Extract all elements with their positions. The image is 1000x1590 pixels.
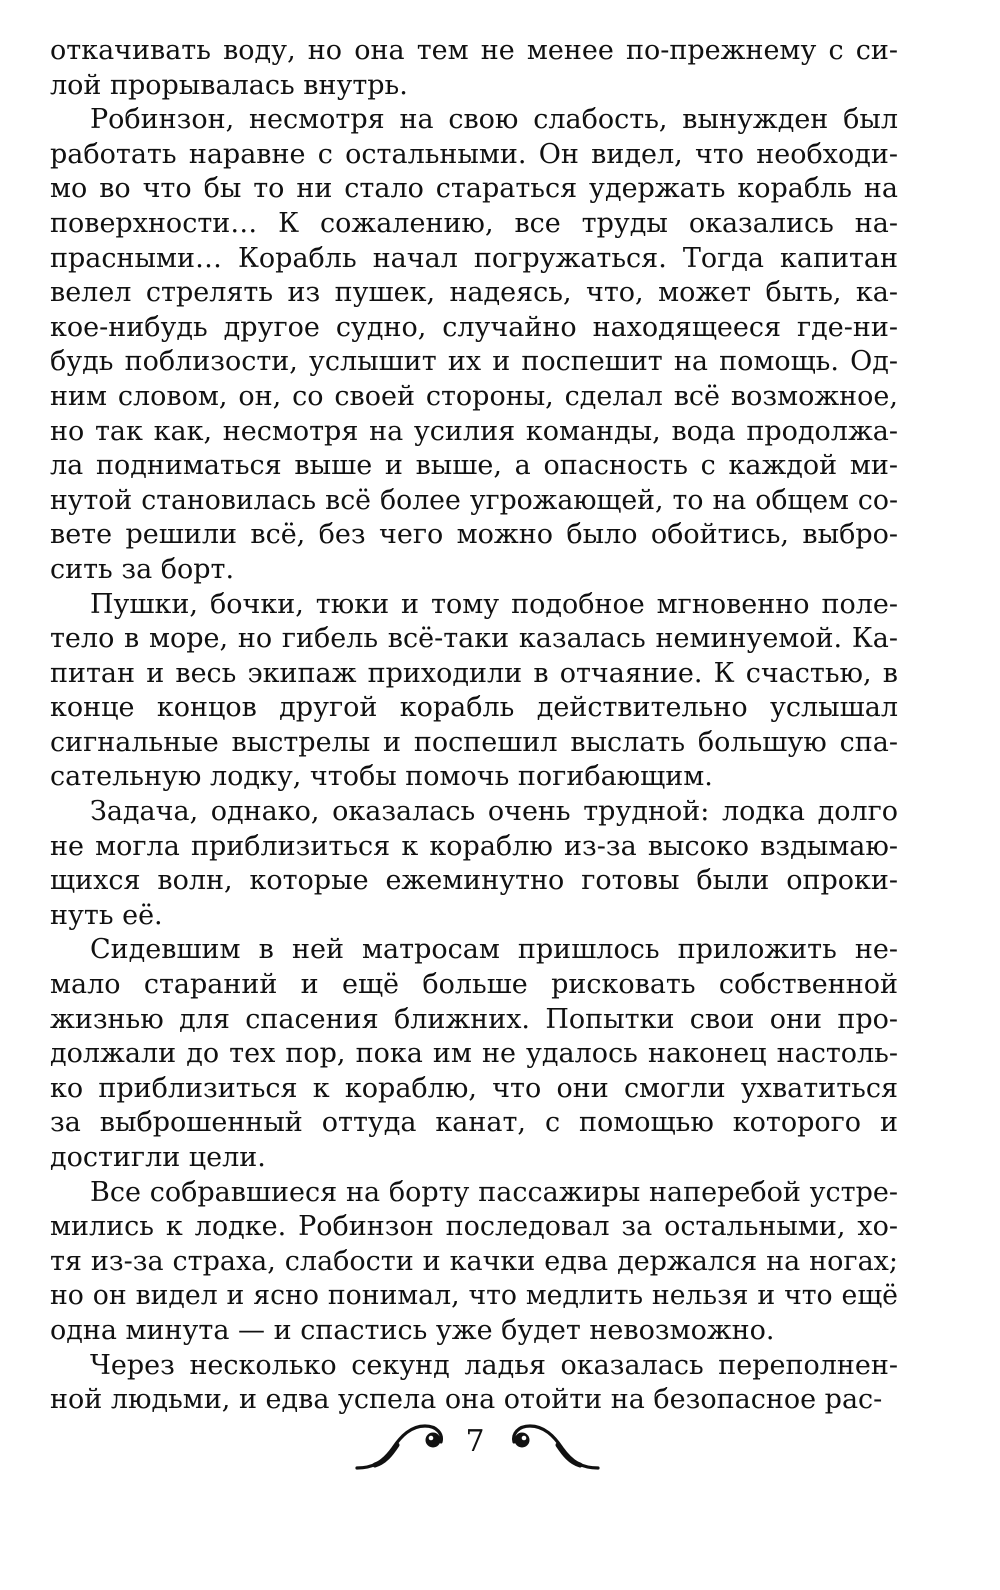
text-line: за выброшенный оттуда канат, с помощью которого и <box>50 1107 898 1139</box>
text-line: мились к лодке. Робинзон последовал за остальными, хо- <box>50 1211 898 1243</box>
paragraph <box>50 34 898 103</box>
text-line: откачивать воду, но она тем не менее по-прежнему с си- <box>50 35 898 66</box>
paragraph <box>50 1176 898 1349</box>
paragraph <box>50 103 898 587</box>
text-line: но так как, несмотря на усилия команды, вода продолжа- <box>50 415 898 447</box>
text-line: конце концов другой корабль действительно услышал <box>50 692 898 724</box>
text-line: жизнью для спасения ближних. Попытки свои они про- <box>50 1003 898 1035</box>
body-text <box>50 34 898 1418</box>
paragraph <box>50 588 898 796</box>
text-line: нуть её. <box>50 899 163 931</box>
text-line: работать наравне с остальными. Он видел, что необходи- <box>50 138 898 170</box>
text-line: лой прорывалась внутрь. <box>50 69 408 101</box>
text-line: одна минута — и спастись уже будет невозможно. <box>50 1314 775 1346</box>
text-line: Задача, однако, оказалась очень трудной: лодка долго <box>90 796 898 828</box>
text-line: нутой становилась всё более угрожающей, то на общем со- <box>50 484 898 516</box>
page-number: 7 <box>465 1424 485 1459</box>
text-line: сательную лодку, чтобы помочь погибающим. <box>50 761 713 793</box>
text-line: кое-нибудь другое судно, случайно находящееся где-ни- <box>50 311 898 343</box>
text-line: ним словом, он, со своей стороны, сделал всё возможное, <box>50 380 898 412</box>
text-line: но он видел и ясно понимал, что медлить нельзя и что ещё <box>50 1280 898 1312</box>
text-line: питан и весь экипаж приходили в отчаяние. К счастью, в <box>50 657 898 689</box>
text-line: сигнальные выстрелы и поспешил выслать большую спа- <box>50 726 898 758</box>
text-line: мало стараний и ещё больше рисковать собственной <box>50 969 898 1001</box>
text-line: Пушки, бочки, тюки и тому подобное мгновенно поле- <box>90 588 898 620</box>
text-line: Сидевшим в ней матросам пришлось приложить не- <box>90 934 898 966</box>
scroll-flourish-left-icon <box>355 1418 450 1474</box>
text-line: тело в море, но гибель всё-таки казалась неминуемой. Ка- <box>50 623 898 655</box>
text-line: щихся волн, которые ежеминутно готовы были опроки- <box>50 865 898 897</box>
text-line: Через несколько секунд ладья оказалась переполнен- <box>90 1349 898 1381</box>
text-line: ко приблизиться к кораблю, что они смогли ухватиться <box>50 1072 898 1104</box>
text-line: не могла приблизиться к кораблю из-за высоко вздымаю- <box>50 830 898 862</box>
paragraph <box>50 795 898 933</box>
scroll-flourish-right-icon <box>505 1418 600 1474</box>
text-line: тя из-за страха, слабости и качки едва держался на ногах; <box>50 1245 898 1277</box>
paragraph <box>50 1349 898 1418</box>
text-line: поверхности… К сожалению, все труды оказались на- <box>50 207 898 239</box>
text-line: сить за борт. <box>50 553 235 585</box>
text-line: велел стрелять из пушек, надеясь, что, может быть, ка- <box>50 277 898 309</box>
text-line: достигли цели. <box>50 1142 266 1173</box>
page-footer <box>0 1418 1000 1498</box>
text-line: мо во что бы то ни стало стараться удержать корабль на <box>50 173 898 205</box>
text-line: прасными… Корабль начал погружаться. Тогда капитан <box>50 242 898 274</box>
text-line: ной людьми, и едва успела она отойти на безопасное рас- <box>50 1384 883 1416</box>
text-line: ла подниматься выше и выше, а опасность с каждой ми- <box>50 450 898 482</box>
text-line: Все собравшиеся на борту пассажиры наперебой устре- <box>90 1176 898 1208</box>
text-line: будь поблизости, услышит их и поспешит на помощь. Од- <box>50 346 898 378</box>
text-line: должали до тех пор, пока им не удалось наконец настоль- <box>50 1038 898 1070</box>
text-line: Робинзон, несмотря на свою слабость, вынужден был <box>90 104 898 136</box>
text-line: вете решили всё, без чего можно было обойтись, выбро- <box>50 519 898 551</box>
paragraph <box>50 933 898 1175</box>
